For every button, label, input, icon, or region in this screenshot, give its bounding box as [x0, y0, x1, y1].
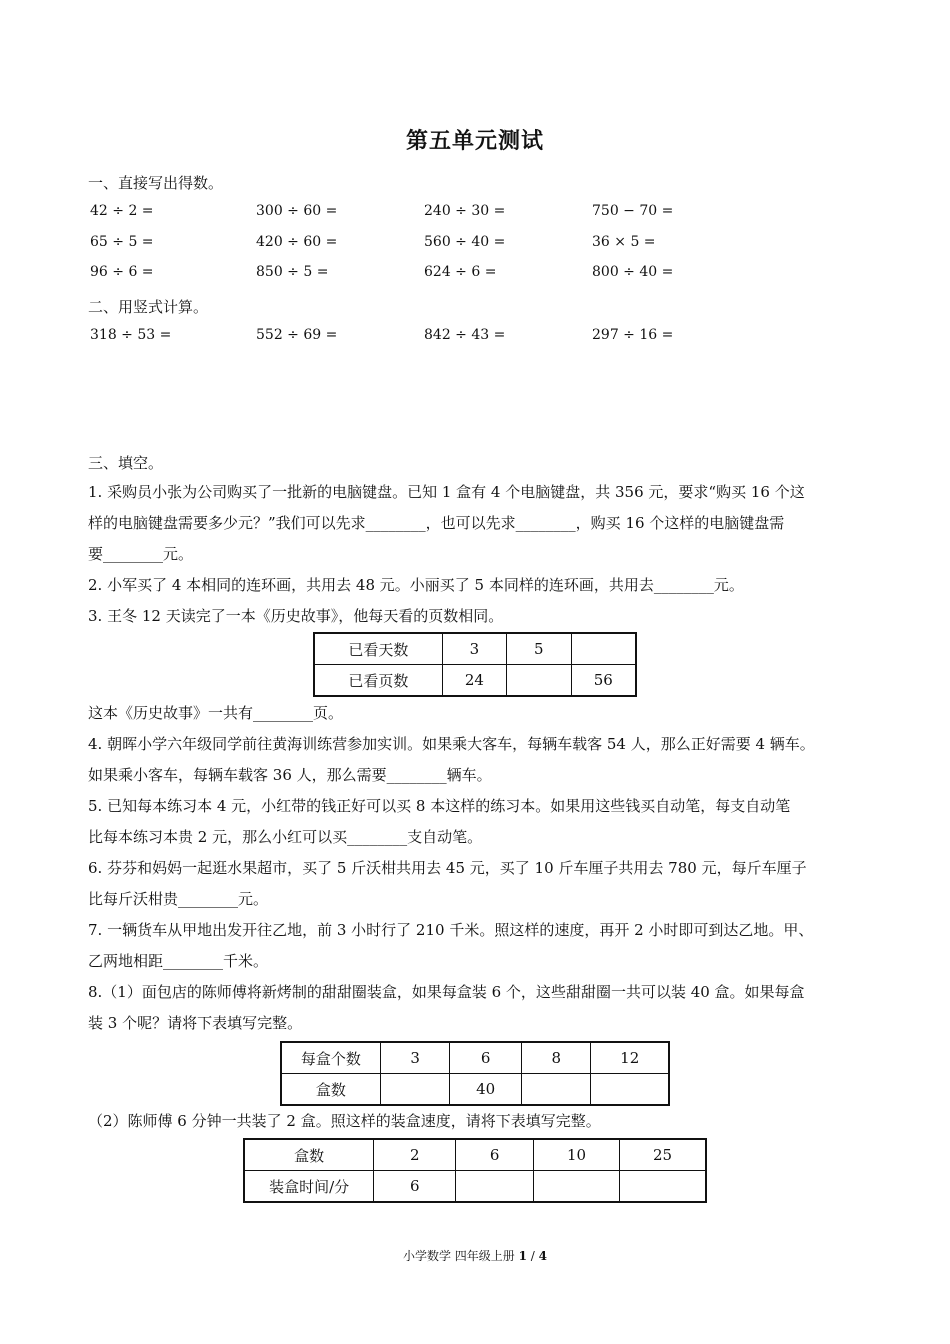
table-cell: 10 — [534, 1139, 620, 1171]
table-cell — [521, 1074, 590, 1106]
page-footer — [0, 1247, 950, 1264]
table-cell: 6 — [450, 1042, 522, 1074]
question-3 — [88, 601, 868, 632]
oral-expr: 560 ÷ 40 = — [424, 234, 506, 250]
text-line: （2）陈师傅 6 分钟一共装了 2 盒。照这样的装盒速度，请将下表填写完整。 — [88, 1112, 601, 1130]
table-cell: 40 — [450, 1074, 522, 1106]
question-3-answer — [88, 698, 868, 729]
oral-expr: 96 ÷ 6 = — [90, 264, 154, 280]
oral-expr: 42 ÷ 2 = — [90, 203, 154, 219]
table-donut-boxes — [280, 1041, 670, 1106]
oral-expr: 240 ÷ 30 = — [424, 203, 506, 219]
question-5 — [88, 791, 868, 853]
text-line: 比每斤沃柑贵________元。 — [88, 890, 269, 908]
page-title: 第五单元测试 — [405, 128, 544, 154]
oral-expr: 800 ÷ 40 = — [592, 264, 674, 280]
table-cell: 2 — [374, 1139, 456, 1171]
table-cell: 装盒时间/分 — [244, 1171, 374, 1203]
table-cell — [507, 665, 571, 697]
table-box-time — [243, 1138, 707, 1203]
table-row — [244, 1139, 706, 1171]
oral-expr: 36 × 5 = — [592, 234, 656, 250]
text-line: 5. 已知每本练习本 4 元，小红带的钱正好可以买 8 本这样的练习本。如果用这些钱买自动笔，每支自动笔 — [88, 797, 791, 815]
text-line: 4. 朝晖小学六年级同学前往黄海训练营参加实训。如果乘大客车，每辆车载客 54 人，那么正好需要 4 辆车。 — [88, 735, 815, 753]
table-cell: 已看页数 — [314, 665, 442, 697]
oral-expr: 300 ÷ 60 = — [256, 203, 338, 219]
table-cell: 12 — [591, 1042, 669, 1074]
text-line: 2. 小军买了 4 本相同的连环画，共用去 48 元。小丽买了 5 本同样的连环画，共用去________元。 — [88, 576, 744, 594]
table-cell: 25 — [620, 1139, 706, 1171]
vertical-expr: 842 ÷ 43 = — [424, 327, 506, 343]
question-2 — [88, 570, 868, 601]
table-cell: 已看天数 — [314, 633, 442, 665]
text-line: 3. 王冬 12 天读完了一本《历史故事》，他每天看的页数相同。 — [88, 607, 504, 625]
vertical-expr: 318 ÷ 53 = — [90, 327, 172, 343]
table-cell: 8 — [521, 1042, 590, 1074]
table-reading — [313, 632, 637, 697]
vertical-expr: 552 ÷ 69 = — [256, 327, 338, 343]
table-cell: 3 — [442, 633, 506, 665]
question-6 — [88, 853, 868, 915]
table-row — [314, 665, 636, 697]
table-row — [281, 1042, 669, 1074]
table-cell — [591, 1074, 669, 1106]
table-cell: 每盒个数 — [281, 1042, 380, 1074]
oral-expr: 750 − 70 = — [592, 203, 674, 219]
table-cell: 6 — [374, 1171, 456, 1203]
text-line: 装 3 个呢？请将下表填写完整。 — [88, 1014, 303, 1032]
text-line: 这本《历史故事》一共有________页。 — [88, 704, 344, 722]
table-cell — [571, 633, 636, 665]
footer-separator: / — [526, 1249, 539, 1263]
text-line: 7. 一辆货车从甲地出发开往乙地，前 3 小时行了 210 千米。照这样的速度，再开 2 小时即可到达乙地。甲、 — [88, 921, 814, 939]
table-row — [244, 1171, 706, 1203]
question-7 — [88, 915, 868, 977]
table-cell: 56 — [571, 665, 636, 697]
text-line: 8.（1）面包店的陈师傅将新烤制的甜甜圈装盒，如果每盒装 6 个，这些甜甜圈一共可以装 40 盒。如果每盒 — [88, 983, 805, 1001]
table-cell — [456, 1171, 534, 1203]
table-cell — [380, 1074, 449, 1106]
table-cell — [534, 1171, 620, 1203]
section-heading-3: 三、填空。 — [88, 454, 164, 472]
table-cell: 24 — [442, 665, 506, 697]
text-line: 乙两地相距________千米。 — [88, 952, 269, 970]
table-row — [314, 633, 636, 665]
question-8 — [88, 977, 868, 1039]
table-cell — [620, 1171, 706, 1203]
footer-page-total: 4 — [538, 1249, 548, 1263]
oral-expr: 65 ÷ 5 = — [90, 234, 154, 250]
table-cell: 盒数 — [281, 1074, 380, 1106]
oral-expr: 850 ÷ 5 = — [256, 264, 329, 280]
section-heading-2: 二、用竖式计算。 — [88, 298, 209, 316]
footer-text: 小学数学 四年级上册 — [402, 1249, 515, 1263]
oral-expr: 420 ÷ 60 = — [256, 234, 338, 250]
question-4 — [88, 729, 868, 791]
vertical-expr: 297 ÷ 16 = — [592, 327, 674, 343]
oral-expr: 624 ÷ 6 = — [424, 264, 497, 280]
table-cell: 6 — [456, 1139, 534, 1171]
text-line: 比每本练习本贵 2 元，那么小红可以买________支自动笔。 — [88, 828, 483, 846]
text-line: 样的电脑键盘需要多少元？”我们可以先求________，也可以先求________，购买 16 个这样的电脑键盘需 — [88, 514, 785, 532]
table-cell: 3 — [380, 1042, 449, 1074]
question-1 — [88, 477, 868, 570]
table-row — [281, 1074, 669, 1106]
text-line: 1. 采购员小张为公司购买了一批新的电脑键盘。已知 1 盒有 4 个电脑键盘，共 356 元，要求“购买 16 个这 — [88, 483, 805, 501]
footer-page-number: 1 — [518, 1249, 527, 1263]
question-8-part-2 — [88, 1106, 868, 1137]
table-cell: 盒数 — [244, 1139, 374, 1171]
table-cell: 5 — [507, 633, 571, 665]
section-heading-1: 一、直接写出得数。 — [88, 174, 224, 192]
text-line: 要________元。 — [88, 545, 194, 563]
text-line: 如果乘小客车，每辆车载客 36 人，那么需要________辆车。 — [88, 766, 492, 784]
text-line: 6. 芬芬和妈妈一起逛水果超市，买了 5 斤沃柑共用去 45 元，买了 10 斤车厘子共用去 780 元，每斤车厘子 — [88, 859, 807, 877]
